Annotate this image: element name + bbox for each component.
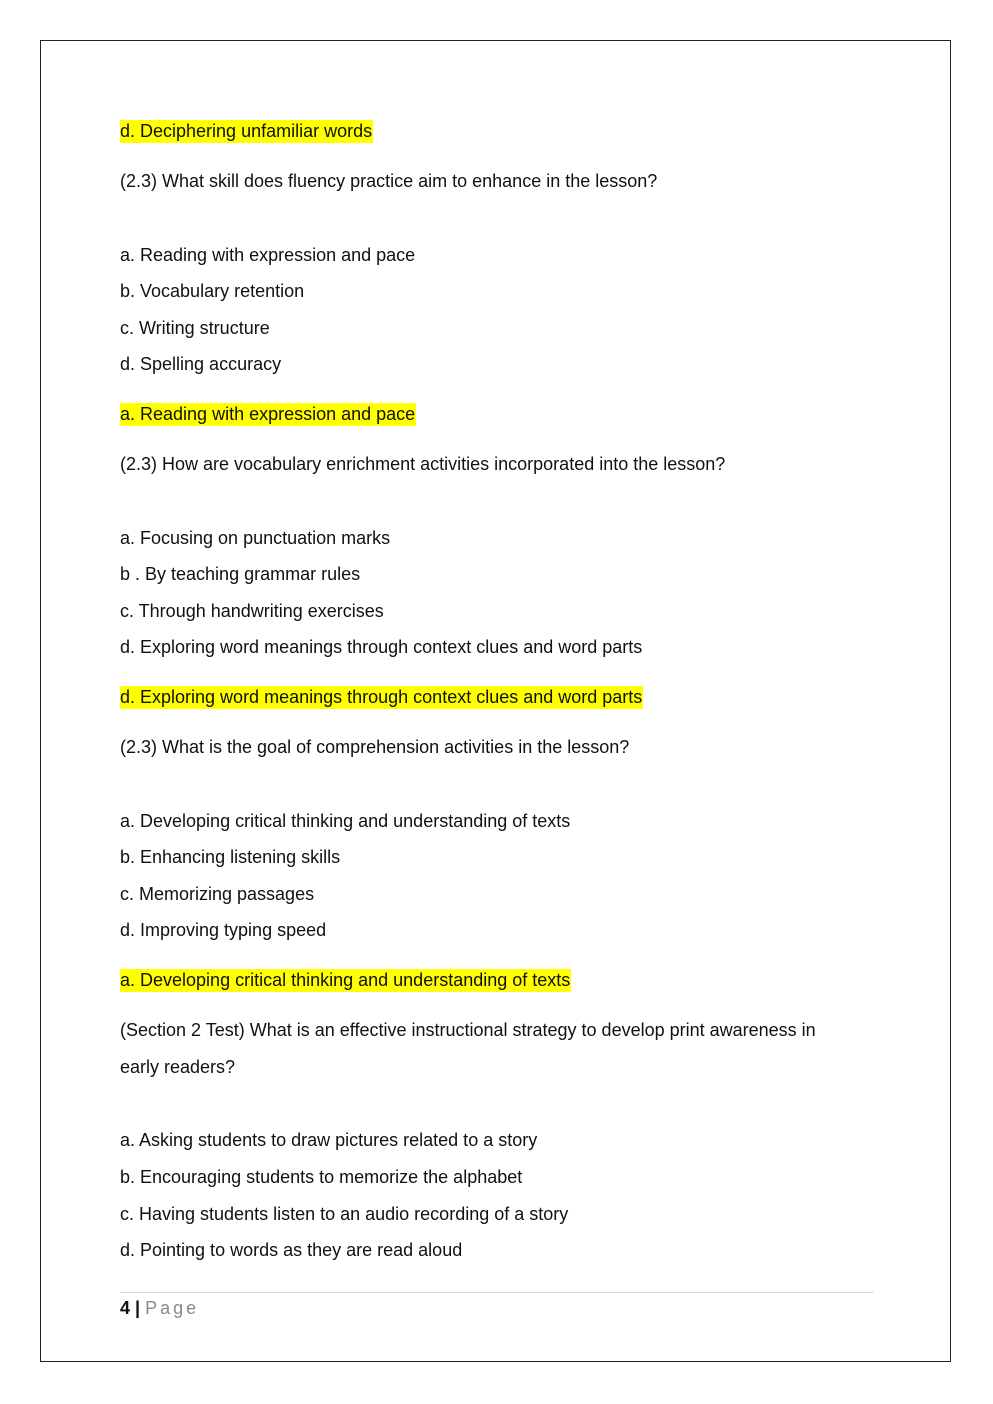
question-line: (Section 2 Test) What is an effective instructional strategy to develop print awareness in xyxy=(120,1020,816,1040)
option-line: d. Exploring word meanings through context clues and word parts xyxy=(120,637,643,657)
option-line: a. Developing critical thinking and understanding of texts xyxy=(120,811,571,831)
answer-line xyxy=(120,120,373,142)
page-footer xyxy=(120,1297,199,1319)
answer-highlight: a. Reading with expression and pace xyxy=(120,404,416,424)
page-label: Page xyxy=(145,1298,200,1318)
option-line: b. Encouraging students to memorize the alphabet xyxy=(120,1167,523,1187)
option-line: b. Enhancing listening skills xyxy=(120,847,341,867)
answer-highlight: a. Developing critical thinking and understanding of texts xyxy=(120,970,571,990)
option-line: d. Improving typing speed xyxy=(120,920,327,940)
option-line: d. Pointing to words as they are read aloud xyxy=(120,1240,463,1260)
footer-separator: | xyxy=(135,1298,141,1318)
option-line: a. Focusing on punctuation marks xyxy=(120,528,391,548)
footer-divider xyxy=(120,1292,874,1293)
question-line: (2.3) How are vocabulary enrichment activities incorporated into the lesson? xyxy=(120,454,726,474)
option-line: c. Memorizing passages xyxy=(120,884,315,904)
option-line: b. Vocabulary retention xyxy=(120,281,305,301)
question-line-continued: early readers? xyxy=(120,1057,236,1077)
option-line: a. Asking students to draw pictures related to a story xyxy=(120,1130,538,1150)
answer-line xyxy=(120,686,643,708)
question-line: (2.3) What skill does fluency practice aim to enhance in the lesson? xyxy=(120,171,658,191)
option-line: b . By teaching grammar rules xyxy=(120,564,361,584)
option-line: c. Having students listen to an audio recording of a story xyxy=(120,1204,569,1224)
question-line: (2.3) What is the goal of comprehension activities in the lesson? xyxy=(120,737,630,757)
answer-line xyxy=(120,403,416,425)
option-line: c. Through handwriting exercises xyxy=(120,601,384,621)
option-line: a. Reading with expression and pace xyxy=(120,245,416,265)
option-line: c. Writing structure xyxy=(120,318,270,338)
answer-highlight: d. Deciphering unfamiliar words xyxy=(120,121,373,141)
answer-line xyxy=(120,969,571,991)
page-number: 4 xyxy=(120,1298,131,1318)
option-line: d. Spelling accuracy xyxy=(120,354,282,374)
answer-highlight: d. Exploring word meanings through context clues and word parts xyxy=(120,687,643,707)
